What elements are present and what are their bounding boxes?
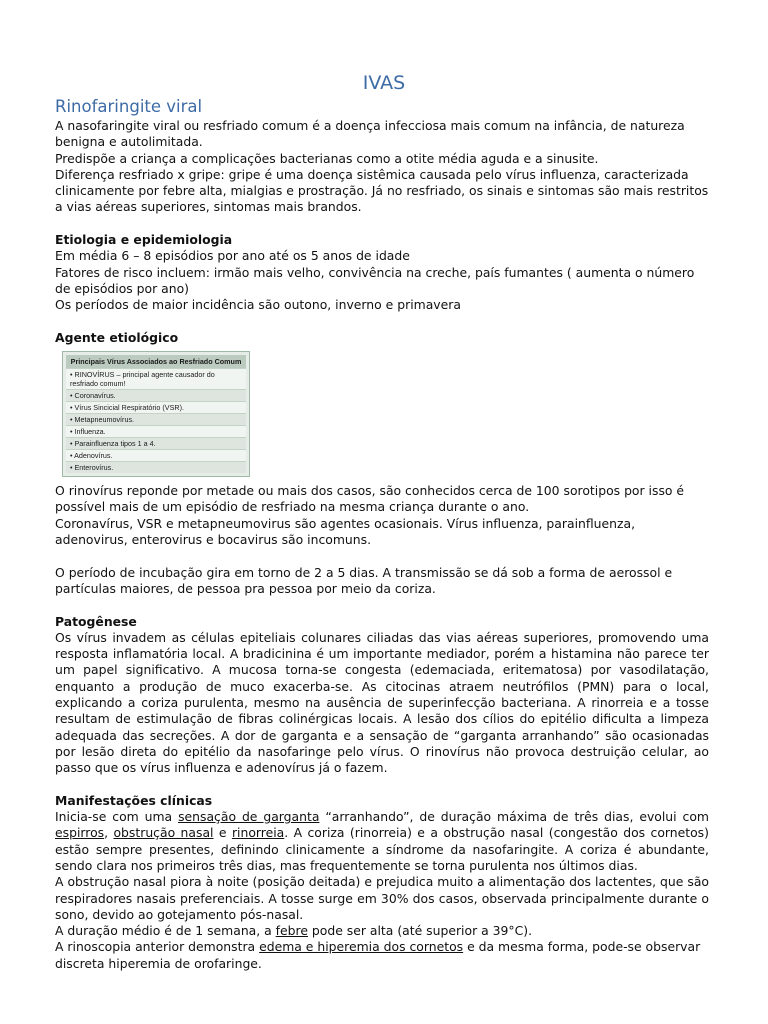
intro-paragraph-2: Predispõe a criança a complicações bacterianas como a otite média aguda e a sinusite.: [55, 150, 599, 166]
text-run: e: [213, 825, 232, 841]
document-body: [55, 70, 709, 972]
patogenese-paragraph: Os vírus invadem as células epiteliais colunares ciliadas das vias aéreas superiores, promovendo uma resposta inflamatória local. A bradicinina é um importante mediador, porém a histamina não parece ter um papel significativo. A mucosa torna-se congesta (edemaciada, eritematosa) por vasodilatação, enquanto a produção de muco exacerba-se. As citocinas atraem neutrófilos (PMN) para o local, explicando a coriza purulenta, mesmo na ausência de superinfecção bacteriana. A rinorreia e a tosse resultam de estimulação de fibras colinérgicas locais. A lesão dos cílios do epitélio dificulta a limpeza adequada das secreções. A dor de garganta e a sensação de “garganta arranhando” são ocasionadas por lesão direta do epitélio da nasofaringe pelo vírus. O rinovírus não provoca destruição celular, ao passo que os vírus influenza e adenovírus já o fazem.: [55, 629, 709, 776]
agente-heading: Agente etiológico: [55, 329, 179, 345]
text-run: “arranhando”, de duração máxima de três dias, evolui com: [319, 809, 709, 825]
virus-table-header: Principais Vírus Associados ao Resfriado Comum: [66, 355, 246, 368]
section-subtitle: Rinofaringite viral: [55, 97, 203, 116]
underlined-term: febre: [275, 923, 308, 939]
virus-table-row: • Parainfluenza tipos 1 a 4.: [66, 437, 246, 449]
manifestacoes-paragraph-1: [55, 809, 709, 874]
virus-table-row: • Adenovírus.: [66, 449, 246, 461]
text-run: pode ser alta (até superior a 39°C).: [307, 923, 533, 939]
virus-table-row: • Vírus Sincicial Respiratório (VSR).: [66, 401, 246, 413]
patogenese-heading: Patogênese: [55, 613, 137, 629]
agente-paragraph-2: Coronavírus, VSR e metapneumovirus são agentes ocasionais. Vírus influenza, parainfluenza, adenovirus, enterovirus e bocavirus são incomuns.: [55, 515, 636, 548]
etiologia-line-3: Os períodos de maior incidência são outono, inverno e primavera: [55, 297, 461, 313]
intro-paragraph-3: Diferença resfriado x gripe: gripe é uma doença sistêmica causada pelo vírus influenza, caracterizada clinicamente por febre alta, mialgias e prostração. Já no resfriado, os sinais e sintomas são mais restritos a vias aéreas superiores, sintomas mais brandos.: [55, 166, 709, 215]
virus-table-row: • Influenza.: [66, 425, 246, 437]
text-run: Inicia-se com uma: [55, 809, 179, 825]
agente-paragraph-1: O rinovírus reponde por metade ou mais dos casos, são conhecidos cerca de 100 sorotipos por isso é possível mais de um episódio de resfriado na mesma criança durante o ano.: [55, 483, 685, 515]
manifestacoes-paragraph-2: A obstrução nasal piora à noite (posição deitada) e prejudica muito a alimentação dos lactentes, que são respiradores nasais preferenciais. A tosse surge em 30% dos casos, observada principalmente durante o sono, devido ao gotejamento pós-nasal.: [55, 874, 709, 922]
underlined-term: sensação de garganta: [178, 809, 320, 825]
text-run: A rinoscopia anterior demonstra: [55, 939, 260, 955]
text-run: A duração médio é de 1 semana, a: [55, 923, 276, 939]
manifestacoes-heading: Manifestações clínicas: [55, 792, 213, 808]
virus-table-row: • Enterovírus.: [66, 461, 246, 473]
text-run: . A coriza (rinorreia) e a obstrução nasal (congestão dos cornetos) estão sempre presentes, definindo clinicamente a síndrome da nasofaringite. A coriza é abundante, sendo clara nos primeiros três dias, mas frequentemente se torna purulenta nos últimos dias.: [55, 825, 709, 873]
incubacao-paragraph: O período de incubação gira em torno de 2 a 5 dias. A transmissão se dá sob a forma de aerossol e partículas maiores, de pessoa pra pessoa por meio da coriza.: [55, 564, 673, 596]
document-title: IVAS: [362, 72, 406, 94]
underlined-term: rinorreia: [231, 825, 285, 841]
virus-table-row: • Coronavírus.: [66, 389, 246, 401]
text-run: ,: [104, 825, 114, 841]
virus-table-row: • Metapneumovírus.: [66, 413, 246, 425]
etiologia-line-2: Fatores de risco incluem: irmão mais velho, convivência na creche, país fumantes ( aumenta o número de episódios por ano): [55, 264, 695, 296]
underlined-term: espirros: [55, 825, 105, 841]
virus-table-row: • RINOVÍRUS – principal agente causador do resfriado comum!: [66, 368, 246, 389]
underlined-term: obstrução nasal: [113, 825, 214, 841]
etiologia-line-1: Em média 6 – 8 episódios por ano até os 5 anos de idade: [55, 248, 410, 264]
manifestacoes-paragraph-4: [55, 939, 709, 972]
intro-paragraph-1: A nasofaringite viral ou resfriado comum é a doença infecciosa mais comum na infância, de natureza benigna e autolimitada.: [55, 118, 685, 150]
underlined-term: edema e hiperemia dos cornetos: [259, 939, 464, 955]
etiologia-heading: Etiologia e epidemiologia: [55, 232, 233, 248]
virus-table: [62, 351, 250, 477]
text-run: e da mesma forma, pode-se observar discreta hiperemia de orofaringe.: [55, 939, 701, 971]
manifestacoes-paragraph-3: [55, 923, 709, 939]
